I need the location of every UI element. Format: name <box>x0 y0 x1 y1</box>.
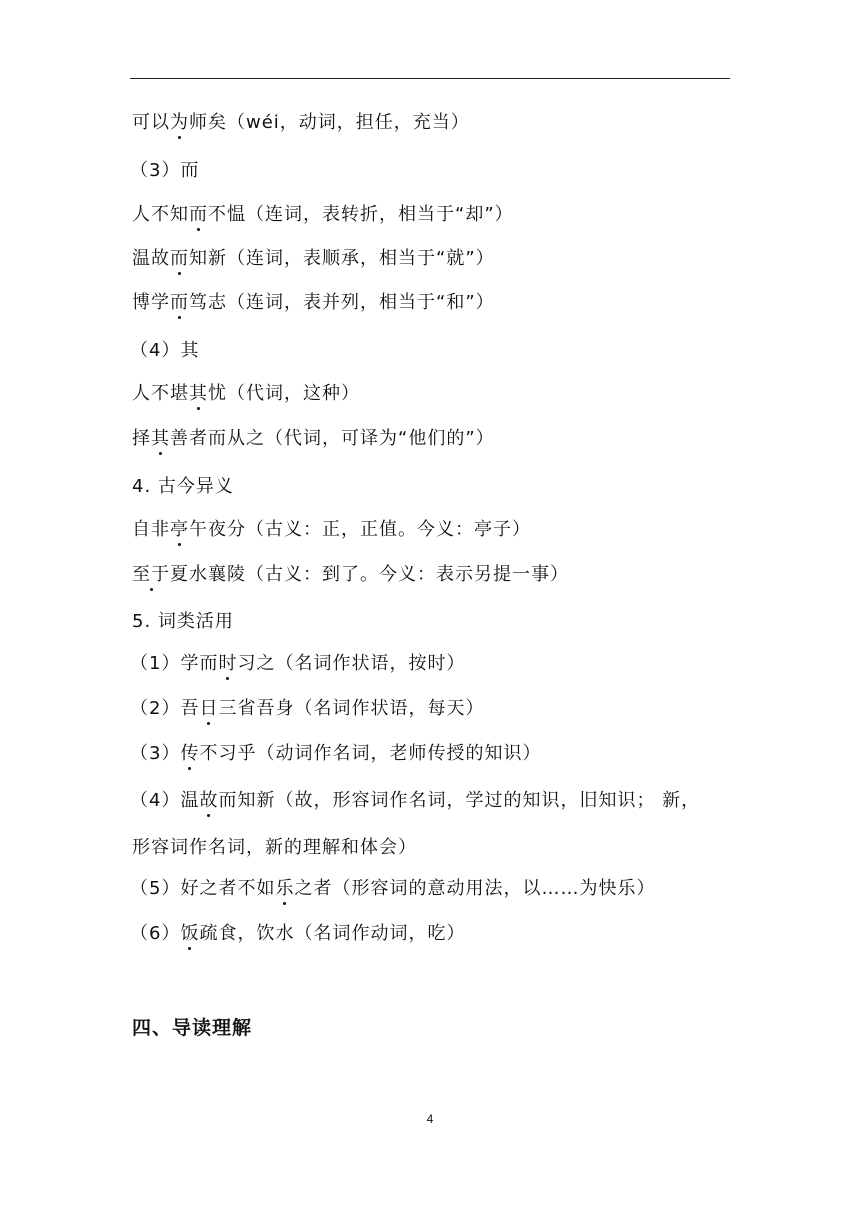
dotted-char: 至于 <box>132 564 170 585</box>
text-line: （3）传不习乎（动词作名词，老师传授的知识） <box>130 743 542 764</box>
text-line: （5）好之者不如乐之者（形容词的意动用法，以……为快乐） <box>130 878 656 899</box>
section-subheading: 5. 词类活用 <box>132 611 234 632</box>
text-line: 温故而知新（连词，表顺承，相当于“就”） <box>132 248 495 269</box>
text-line: 可以为师矣（wéi，动词，担任，充当） <box>132 112 470 133</box>
text-line: 形容词作名词，新的理解和体会） <box>132 837 417 858</box>
text-line: 博学而笃志（连词，表并列，相当于“和”） <box>132 292 495 313</box>
dotted-char: 时 <box>218 653 238 674</box>
text-line: （1）学而时习之（名词作状语，按时） <box>130 653 466 674</box>
dotted-char: 而 <box>170 248 189 269</box>
dotted-char: 亭 <box>170 519 189 540</box>
page-number: 4 <box>426 1112 434 1126</box>
text-line: 人不堪其忧（代词，这种） <box>132 383 360 404</box>
dotted-char: 而 <box>170 292 189 313</box>
text-line: （4）温故而知新（故，形容词作名词，学过的知识，旧知识； 新， <box>130 790 701 811</box>
dotted-char: 其 <box>189 383 208 404</box>
dotted-char: 乐 <box>275 878 295 899</box>
text-line: （2）吾日三省吾身（名词作状语，每天） <box>130 698 485 719</box>
text-line: 自非亭午夜分（古义：正，正值。今义：亭子） <box>132 519 531 540</box>
dotted-char: 为 <box>170 112 189 133</box>
section-subheading: 4. 古今异义 <box>132 476 234 497</box>
item-heading: （3）而 <box>130 160 200 181</box>
dotted-char: 而 <box>189 204 208 225</box>
dotted-char: 饭 <box>180 923 200 944</box>
dotted-char: 其 <box>151 428 170 449</box>
text-line: 人不知而不愠（连词，表转折，相当于“却”） <box>132 204 514 225</box>
section-heading: 四、导读理解 <box>132 1017 253 1039</box>
dotted-char: 传 <box>180 743 200 764</box>
text-line: 择其善者而从之（代词，可译为“他们的”） <box>132 428 495 449</box>
item-heading: （4）其 <box>130 340 200 361</box>
text-line: （6）饭疏食，饮水（名词作动词，吃） <box>130 923 466 944</box>
text-line: 至于夏水襄陵（古义：到了。今义：表示另提一事） <box>132 564 569 585</box>
dotted-char: 日 <box>199 698 219 719</box>
dotted-char: 故 <box>199 790 219 811</box>
header-rule <box>130 78 730 79</box>
